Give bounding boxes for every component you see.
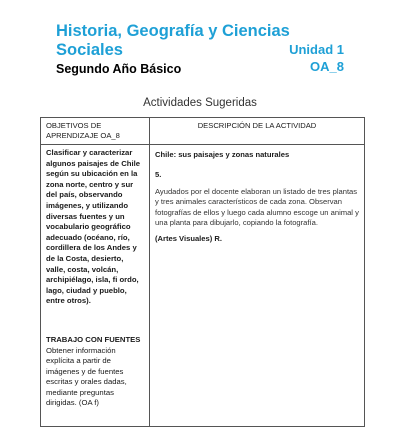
title-line-2: Sociales	[56, 41, 123, 59]
table-header-row	[41, 118, 365, 145]
activity-description: Ayudados por el docente elaboran un listado de tres plantas y tres animales característicos de cada zona. Observan fotografías de ellos y luego cada alumno escoge un animal y una planta para dibujarlo, copiando la fotografía.	[155, 186, 359, 228]
unit-info	[289, 42, 344, 75]
section-heading: Actividades Sugeridas	[143, 97, 257, 109]
skill-text: Obtener información explícita a partir de imágenes y de fuentes escritas y orales dadas, mediante preguntas dirigidas. (OA f)	[46, 345, 127, 408]
activity-note: (Artes Visuales) R.	[155, 234, 222, 244]
objectives-header: OBJETIVOS DE APRENDIZAJE OA_8	[41, 118, 150, 145]
activities-table	[40, 117, 365, 427]
oa-label: OA_8	[310, 59, 344, 74]
description-cell	[150, 145, 365, 427]
grade-subtitle: Segundo Año Básico	[56, 62, 182, 76]
description-header: DESCRIPCIÓN DE LA ACTIVIDAD	[150, 118, 365, 145]
title-line-1: Historia, Geografía y Ciencias	[56, 22, 290, 40]
activity-number: 5.	[155, 170, 162, 180]
skill-title: TRABAJO CON FUENTES	[46, 334, 141, 344]
activity-title: Chile: sus paisajes y zonas naturales	[155, 150, 290, 159]
table-row	[41, 145, 365, 427]
unit-label: Unidad 1	[289, 42, 344, 57]
objective-text: Clasificar y caracterizar algunos paisajes de Chile según su ubicación en la zona norte, centro y sur del país, observando imágenes, y utilizando diversas fuentes y un vocabulario geográfico adecuado (océano, río, cordillera de los Andes y de la Costa, desierto, valle, costa, volcán, archipiélago, isla, fi ordo, lago, ciudad y pueblo, entre otros).	[46, 148, 140, 306]
objectives-cell	[41, 145, 150, 427]
